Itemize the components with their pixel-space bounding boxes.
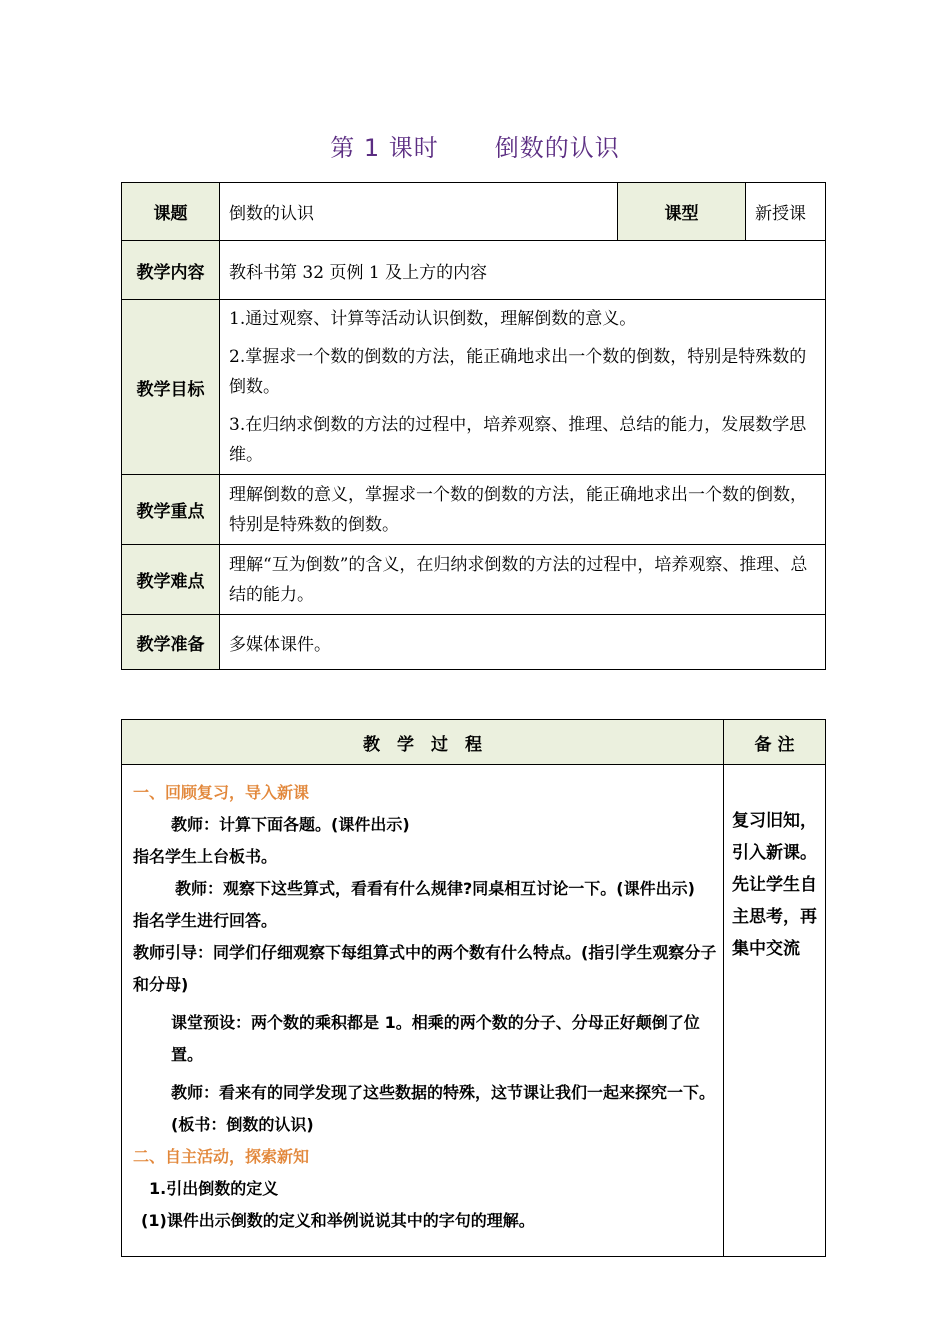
process-line: 1.引出倒数的定义	[149, 1179, 279, 1198]
row-prep	[122, 615, 826, 670]
process-line: 教师：看来有的同学发现了这些数据的特殊，这节课让我们一起来探究一下。(板书：倒数的认识)	[171, 1083, 716, 1134]
section-heading: 一、回顾复习，导入新课	[133, 783, 310, 802]
process-content	[122, 765, 724, 1257]
type-label: 课型	[618, 183, 746, 241]
process-line: 教师：观察下这些算式，看看有什么规律?同桌相互讨论一下。(课件出示)	[175, 879, 695, 898]
process-body-row	[122, 765, 826, 1257]
row-topic	[122, 183, 826, 241]
process-line: 指名学生上台板书。	[133, 847, 278, 866]
process-header-row	[122, 720, 826, 765]
goal-item: 3.在归纳求倒数的方法的过程中，培养观察、推理、总结的能力，发展数学思维。	[229, 415, 807, 465]
process-line: 教师引导：同学们仔细观察下每组算式中的两个数有什么特点。(指引学生观察分子和分母)	[133, 943, 717, 994]
type-value: 新授课	[746, 183, 826, 241]
key-label: 教学重点	[122, 475, 220, 545]
goal-item: 2.掌握求一个数的倒数的方法，能正确地求出一个数的倒数，特别是特殊数的倒数。	[229, 347, 807, 397]
difficulty-label: 教学难点	[122, 545, 220, 615]
lesson-number: 第 1 课时	[330, 134, 439, 162]
process-line: (1)课件出示倒数的定义和举例说说其中的字句的理解。	[141, 1211, 535, 1230]
process-line: 指名学生进行回答。	[133, 911, 278, 930]
row-key	[122, 475, 826, 545]
goals-list	[220, 300, 826, 475]
key-value: 理解倒数的意义，掌握求一个数的倒数的方法，能正确地求出一个数的倒数，特别是特殊数的倒数。	[220, 475, 826, 545]
difficulty-value: 理解“互为倒数”的含义，在归纳求倒数的方法的过程中，培养观察、推理、总结的能力。	[220, 545, 826, 615]
notes-content: 复习旧知，引入新课。先让学生自主思考，再集中交流	[724, 765, 826, 1257]
topic-value: 倒数的认识	[220, 183, 618, 241]
content-label: 教学内容	[122, 241, 220, 300]
lesson-info-table	[121, 182, 826, 670]
topic-label: 课题	[122, 183, 220, 241]
page-title	[0, 128, 950, 163]
row-content	[122, 241, 826, 300]
notes-header: 备 注	[724, 720, 826, 765]
row-goals	[122, 300, 826, 475]
process-line: 课堂预设：两个数的乘积都是 1。相乘的两个数的分子、分母正好颠倒了位置。	[171, 1013, 700, 1064]
prep-label: 教学准备	[122, 615, 220, 670]
content-value: 教科书第 32 页例 1 及上方的内容	[220, 241, 826, 300]
prep-value: 多媒体课件。	[220, 615, 826, 670]
row-difficulty	[122, 545, 826, 615]
goal-item: 1.通过观察、计算等活动认识倒数，理解倒数的意义。	[229, 309, 637, 329]
section-heading: 二、自主活动，探索新知	[133, 1147, 310, 1166]
process-header: 教 学 过 程	[122, 720, 724, 765]
process-line: 教师：计算下面各题。(课件出示)	[171, 815, 410, 834]
teaching-process-table	[121, 719, 826, 1257]
goals-label: 教学目标	[122, 300, 220, 475]
lesson-topic: 倒数的认识	[494, 134, 620, 162]
